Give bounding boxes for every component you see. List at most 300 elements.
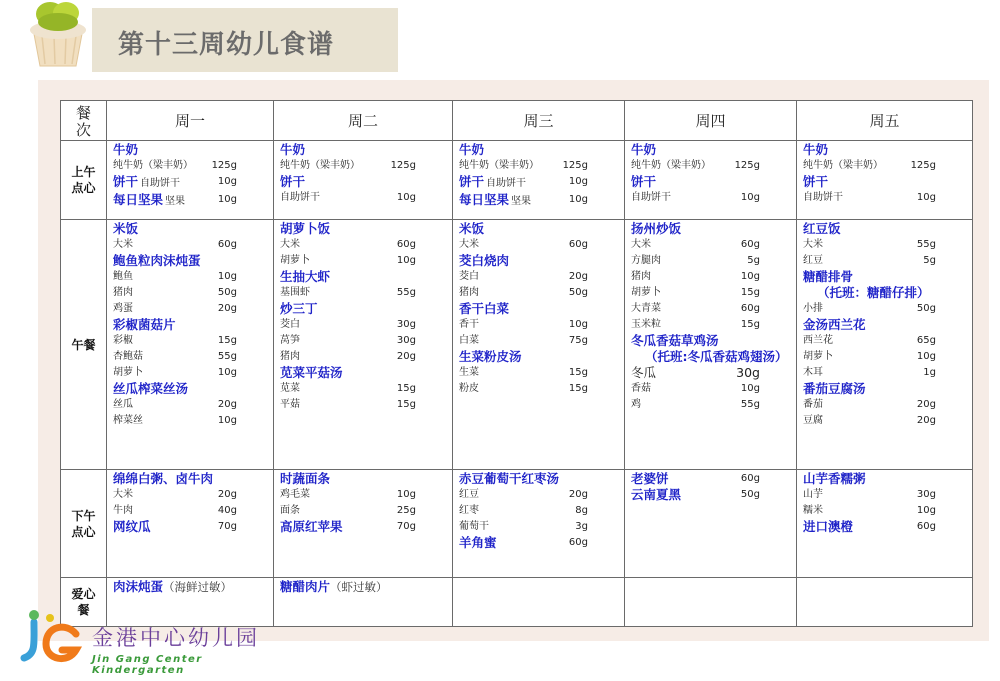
ingredient-amount: 125g	[910, 160, 936, 171]
dish-name: 每日坚果 坚果	[113, 192, 186, 207]
dish-line	[280, 579, 446, 595]
dish-name: 每日坚果 坚果	[459, 192, 532, 207]
ingredient-line	[631, 253, 790, 269]
kindergarten-english-name: Jin Gang Center Kindergarten	[92, 654, 203, 676]
meal-label-line: 餐	[77, 603, 90, 617]
ingredient-amount: 10g	[217, 367, 237, 378]
ingredient-line	[631, 381, 790, 397]
ingredient-amount: 20g	[916, 399, 936, 410]
ingredient-line	[459, 333, 618, 349]
corner-bottom-text: 次	[75, 120, 91, 139]
ingredient-line	[113, 158, 267, 174]
ingredient-line	[803, 237, 966, 253]
dish-line	[803, 381, 966, 397]
ingredient-line	[113, 301, 267, 317]
ingredient-amount: 50g	[916, 303, 936, 314]
dish-name: 高原红苹果	[280, 519, 343, 534]
dish-line	[631, 471, 790, 487]
menu-cell	[107, 578, 273, 595]
ingredient-name: 鸡	[631, 399, 641, 410]
ingredient-amount: 125g	[562, 160, 588, 171]
dish-line	[803, 269, 966, 285]
ingredient-name: 自助饼干	[803, 192, 843, 203]
dish-name: 苋菜平菇汤	[280, 365, 343, 380]
ingredient-amount: 65g	[916, 335, 936, 346]
ingredient-line	[803, 397, 966, 413]
ingredient-name: 粉皮	[459, 383, 479, 394]
menu-cell	[625, 141, 796, 206]
ingredient-line	[280, 503, 446, 519]
ingredient-line	[631, 285, 790, 301]
ingredient-amount: 10g	[217, 415, 237, 426]
corner-header	[61, 101, 107, 141]
dish-line	[280, 365, 446, 381]
ingredient-amount: 60g	[217, 239, 237, 250]
header-row	[61, 101, 973, 141]
kindergarten-logo	[20, 608, 300, 678]
dish-line	[113, 579, 267, 595]
ingredient-amount: 10g	[916, 351, 936, 362]
menu-cell	[453, 470, 624, 551]
ingredient-line	[113, 349, 267, 365]
ingredient-amount: 10g	[916, 505, 936, 516]
ingredient-line	[803, 301, 966, 317]
ingredient-name: 面条	[280, 505, 300, 516]
dish-name: 老婆饼	[631, 471, 669, 486]
dish-line	[280, 269, 446, 285]
dish-name: 进口澳橙	[803, 519, 854, 534]
menu-cell	[625, 578, 796, 579]
ingredient-name: 鸡蛋	[113, 303, 133, 314]
dish-line	[803, 285, 966, 301]
ingredient-name: 自助饼干	[280, 192, 320, 203]
menu-cell	[797, 470, 972, 535]
dish-line	[803, 317, 966, 333]
ingredient-name: 小排	[803, 303, 823, 314]
ingredient-line	[459, 269, 618, 285]
ingredient-line	[280, 253, 446, 269]
ingredient-name: 大米	[113, 239, 133, 250]
dish-name: （托班:冬瓜香菇鸡翅汤）	[645, 349, 788, 364]
ingredient-line	[631, 158, 790, 174]
ingredient-line	[631, 237, 790, 253]
ingredient-line	[803, 333, 966, 349]
dish-line	[459, 471, 618, 487]
dish-amount: 60g	[916, 521, 936, 532]
ingredient-name: 自助饼干	[631, 192, 671, 203]
ingredient-amount: 8g	[575, 505, 588, 516]
ingredient-line	[280, 333, 446, 349]
ingredient-line	[459, 503, 618, 519]
ingredient-amount: 60g	[568, 239, 588, 250]
row-morning-snack	[61, 141, 973, 220]
menu-cell	[625, 470, 796, 503]
ingredient-line	[803, 413, 966, 429]
ingredient-amount: 60g	[740, 303, 760, 314]
dish-name: （托班：糖醋仔排）	[817, 285, 930, 300]
meal-label-line: 午餐	[71, 337, 96, 352]
dish-name: 饼干	[280, 174, 306, 189]
ingredient-line	[280, 158, 446, 174]
ingredient-name: 红豆	[459, 489, 479, 500]
ingredient-line	[280, 397, 446, 413]
ingredient-line	[631, 317, 790, 333]
dish-name: 胡萝卜饭	[280, 221, 331, 236]
dish-name: 生抽大虾	[280, 269, 331, 284]
ingredient-amount: 50g	[568, 287, 588, 298]
dish-line	[113, 174, 267, 192]
ingredient-name: 胡萝卜	[280, 255, 310, 266]
ingredient-name: 方腿肉	[631, 255, 661, 266]
dish-name: 饼干	[631, 174, 657, 189]
ingredient-amount: 15g	[740, 287, 760, 298]
ingredient-amount: 30g	[736, 365, 760, 380]
day-header-fri: 周五	[797, 101, 973, 141]
dish-name: 鲍鱼粒肉沫炖蛋	[113, 253, 201, 268]
ingredient-name: 胡萝卜	[803, 351, 833, 362]
dish-name: 肉沫炖蛋（海鲜过敏）	[113, 579, 233, 594]
menu-cell	[274, 220, 452, 413]
dish-name: 羊角蜜	[459, 535, 497, 550]
page-title: 第十三周幼儿食谱	[118, 30, 335, 60]
meal-label-line: 下午	[71, 508, 96, 523]
dish-line	[113, 253, 267, 269]
ingredient-amount: 5g	[747, 255, 760, 266]
meal-label-line: 爱心	[71, 587, 96, 601]
dish-line	[280, 519, 446, 535]
dish-line	[113, 192, 267, 210]
jg-logo-icon	[20, 608, 84, 674]
dish-name: 糖醋排骨	[803, 269, 854, 284]
kindergarten-name: 金港中心幼儿园	[92, 626, 260, 650]
menu-cell	[453, 220, 624, 397]
corner-top-text: 餐	[75, 103, 91, 122]
ingredient-amount: 75g	[568, 335, 588, 346]
ingredient-name: 牛肉	[113, 505, 133, 516]
ingredient-amount: 125g	[390, 160, 416, 171]
dish-name: 牛奶	[459, 142, 485, 157]
ingredient-amount: 55g	[217, 351, 237, 362]
ingredient-name: 榨菜丝	[113, 415, 143, 426]
ingredient-line	[459, 487, 618, 503]
ingredient-name: 纯牛奶（梁丰奶）	[803, 160, 883, 171]
ingredient-amount: 60g	[740, 239, 760, 250]
dish-name: 扬州炒饭	[631, 221, 682, 236]
ingredient-line	[459, 519, 618, 535]
menu-cell	[274, 470, 452, 535]
ingredient-name: 大米	[631, 239, 651, 250]
dish-name: 饼干 自助饼干	[113, 174, 181, 189]
ingredient-name: 莴笋	[280, 335, 300, 346]
ingredient-amount: 20g	[568, 489, 588, 500]
dish-line	[459, 192, 618, 210]
ingredient-amount: 30g	[396, 335, 416, 346]
ingredient-line	[803, 503, 966, 519]
dish-amount: 60g	[740, 473, 760, 484]
row-afternoon-snack	[61, 470, 973, 578]
day-header-tue: 周二	[274, 101, 453, 141]
day-header-wed: 周三	[453, 101, 625, 141]
dish-name: 糖醋肉片（虾过敏）	[280, 579, 388, 594]
ingredient-name: 生菜	[459, 367, 479, 378]
ingredient-line	[803, 349, 966, 365]
menu-cell	[107, 141, 273, 210]
ingredient-name: 鸡毛菜	[280, 489, 310, 500]
ingredient-line	[459, 237, 618, 253]
dish-line	[280, 471, 446, 487]
ingredient-name: 猪肉	[280, 351, 300, 362]
weekly-menu-table	[60, 100, 973, 627]
ingredient-amount: 15g	[396, 399, 416, 410]
ingredient-name: 白菜	[459, 335, 479, 346]
dish-name: 牛奶	[113, 142, 139, 157]
ingredient-amount: 30g	[916, 489, 936, 500]
dish-amount: 50g	[740, 489, 760, 500]
dish-line	[459, 142, 618, 158]
ingredient-name: 彩椒	[113, 335, 133, 346]
dish-line	[113, 221, 267, 237]
ingredient-line	[113, 365, 267, 381]
dish-line	[459, 535, 618, 551]
ingredient-name: 平菇	[280, 399, 300, 410]
menu-cell	[797, 578, 972, 579]
dish-amount: 10g	[217, 194, 237, 205]
dish-amount: 70g	[396, 521, 416, 532]
day-header-mon: 周一	[107, 101, 274, 141]
dish-name: 香干白菜	[459, 301, 510, 316]
ingredient-name: 大米	[459, 239, 479, 250]
dish-line	[280, 142, 446, 158]
ingredient-amount: 125g	[734, 160, 760, 171]
ingredient-line	[280, 285, 446, 301]
dish-name: 米饭	[113, 221, 139, 236]
ingredient-line	[113, 487, 267, 503]
dish-line	[803, 519, 966, 535]
ingredient-name: 纯牛奶（梁丰奶）	[459, 160, 539, 171]
ingredient-name: 丝瓜	[113, 399, 133, 410]
ingredient-name: 香菇	[631, 383, 651, 394]
ingredient-amount: 20g	[916, 415, 936, 426]
meal-label	[61, 470, 107, 578]
meal-label-line: 点心	[71, 524, 96, 539]
dish-line	[631, 221, 790, 237]
ingredient-amount: 30g	[396, 319, 416, 330]
ingredient-amount: 10g	[396, 489, 416, 500]
ingredient-line	[803, 253, 966, 269]
ingredient-name: 大米	[280, 239, 300, 250]
ingredient-amount: 125g	[211, 160, 237, 171]
ingredient-line	[803, 487, 966, 503]
dish-name: 牛奶	[631, 142, 657, 157]
ingredient-line	[113, 413, 267, 429]
dish-name: 米饭	[459, 221, 485, 236]
dish-name: 牛奶	[803, 142, 829, 157]
menu-cell	[453, 141, 624, 210]
menu-cell	[453, 578, 624, 579]
dish-line	[280, 301, 446, 317]
menu-cell	[797, 141, 972, 206]
meal-label-line: 点心	[71, 181, 96, 195]
ingredient-amount: 15g	[217, 335, 237, 346]
dish-amount: 10g	[568, 194, 588, 205]
ingredient-line	[803, 158, 966, 174]
ingredient-amount: 60g	[396, 239, 416, 250]
dish-name: 红豆饭	[803, 221, 841, 236]
ingredient-line	[803, 365, 966, 381]
dish-amount: 10g	[217, 176, 237, 187]
ingredient-name: 大米	[113, 489, 133, 500]
ingredient-amount: 55g	[740, 399, 760, 410]
ingredient-name: 香干	[459, 319, 479, 330]
dish-line	[113, 317, 267, 333]
ingredient-line	[631, 269, 790, 285]
ingredient-amount: 15g	[568, 383, 588, 394]
dish-line	[459, 253, 618, 269]
ingredient-line	[631, 397, 790, 413]
ingredient-amount: 3g	[575, 521, 588, 532]
dish-name: 彩椒菌菇片	[113, 317, 176, 332]
meal-label	[61, 220, 107, 470]
ingredient-name: 坚果	[165, 196, 186, 207]
ingredient-amount: 15g	[396, 383, 416, 394]
ingredient-name: 鲍鱼	[113, 271, 133, 282]
day-header-thu: 周四	[625, 101, 797, 141]
ingredient-amount: 10g	[740, 271, 760, 282]
ingredient-line	[280, 349, 446, 365]
ingredient-name: 坚果	[511, 196, 532, 207]
ingredient-name: 纯牛奶（梁丰奶）	[113, 160, 193, 171]
meal-label-line: 上午	[71, 165, 96, 179]
ingredient-amount: 10g	[396, 192, 416, 203]
ingredient-name: 葡萄干	[459, 521, 489, 532]
ingredient-name: 大米	[803, 239, 823, 250]
ingredient-line	[280, 381, 446, 397]
ingredient-name: 猪肉	[113, 287, 133, 298]
ingredient-name: 番茄	[803, 399, 823, 410]
ingredient-amount: 55g	[396, 287, 416, 298]
ingredient-line	[113, 333, 267, 349]
dish-name: 绵绵白粥、卤牛肉	[113, 471, 214, 486]
ingredient-line	[631, 301, 790, 317]
ingredient-name: 红豆	[803, 255, 823, 266]
ingredient-name: 猪肉	[459, 287, 479, 298]
ingredient-amount: 10g	[568, 319, 588, 330]
ingredient-line	[631, 190, 790, 206]
ingredient-name: 基围虾	[280, 287, 310, 298]
ingredient-amount: 20g	[568, 271, 588, 282]
menu-cell	[107, 220, 273, 429]
ingredient-name: 纯牛奶（梁丰奶）	[631, 160, 711, 171]
row-lunch	[61, 220, 973, 470]
dish-name: 山芋香糯粥	[803, 471, 866, 486]
dish-line	[113, 471, 267, 487]
dish-amount: 10g	[568, 176, 588, 187]
menu-cell	[625, 220, 796, 413]
dish-note: （虾过敏）	[330, 580, 388, 594]
ingredient-amount: 50g	[217, 287, 237, 298]
dish-line	[280, 221, 446, 237]
dish-name: 时蔬面条	[280, 471, 331, 486]
ingredient-amount: 1g	[923, 367, 936, 378]
ingredient-amount: 10g	[740, 192, 760, 203]
ingredient-line	[631, 365, 790, 381]
ingredient-line	[459, 285, 618, 301]
dish-line	[803, 142, 966, 158]
ingredient-line	[280, 190, 446, 206]
dish-name: 云南夏黑	[631, 487, 682, 502]
ingredient-line	[113, 269, 267, 285]
dish-note: （海鲜过敏）	[163, 580, 233, 594]
ingredient-name: 山芋	[803, 489, 823, 500]
dish-line	[113, 381, 267, 397]
dish-name: 生菜粉皮汤	[459, 349, 522, 364]
dish-name: 茭白烧肉	[459, 253, 510, 268]
ingredient-amount: 10g	[740, 383, 760, 394]
ingredient-line	[459, 158, 618, 174]
ingredient-name: 糯米	[803, 505, 823, 516]
ingredient-amount: 55g	[916, 239, 936, 250]
ingredient-amount: 25g	[396, 505, 416, 516]
ingredient-amount: 10g	[396, 255, 416, 266]
menu-cell	[274, 141, 452, 206]
dish-line	[631, 487, 790, 503]
menu-cell	[107, 470, 273, 535]
ingredient-line	[280, 317, 446, 333]
ingredient-name: 自助饼干	[140, 178, 181, 189]
ingredient-line	[459, 381, 618, 397]
dish-line	[803, 471, 966, 487]
dish-line	[631, 333, 790, 349]
ingredient-amount: 20g	[217, 303, 237, 314]
ingredient-line	[280, 237, 446, 253]
menu-cell	[797, 220, 972, 429]
dish-line	[113, 142, 267, 158]
ingredient-name: 杏鲍菇	[113, 351, 143, 362]
dish-line	[459, 221, 618, 237]
dish-name: 冬瓜香菇草鸡汤	[631, 333, 719, 348]
ingredient-name: 苋菜	[280, 383, 300, 394]
dish-line	[459, 174, 618, 192]
dish-name: 赤豆葡萄干红枣汤	[459, 471, 560, 486]
ingredient-name: 纯牛奶（梁丰奶）	[280, 160, 360, 171]
menu-cell	[274, 578, 452, 595]
dish-name: 饼干	[803, 174, 829, 189]
dish-line	[631, 174, 790, 190]
dish-name: 饼干 自助饼干	[459, 174, 527, 189]
ingredient-name: 胡萝卜	[113, 367, 143, 378]
ingredient-amount: 20g	[396, 351, 416, 362]
ingredient-amount: 5g	[923, 255, 936, 266]
ingredient-line	[459, 317, 618, 333]
meal-label	[61, 141, 107, 220]
dish-line	[803, 174, 966, 190]
ingredient-line	[113, 503, 267, 519]
dish-amount: 60g	[568, 537, 588, 548]
dish-name: 网纹瓜	[113, 519, 151, 534]
dish-line	[459, 349, 618, 365]
ingredient-amount: 10g	[916, 192, 936, 203]
ingredient-line	[459, 365, 618, 381]
dish-name: 牛奶	[280, 142, 306, 157]
dish-line	[459, 301, 618, 317]
cupcake-icon	[26, 0, 90, 68]
ingredient-line	[280, 487, 446, 503]
ingredient-name: 玉米粒	[631, 319, 661, 330]
dish-name: 金汤西兰花	[803, 317, 866, 332]
ingredient-amount: 10g	[217, 271, 237, 282]
ingredient-name: 自助饼干	[486, 178, 527, 189]
ingredient-amount: 20g	[217, 489, 237, 500]
